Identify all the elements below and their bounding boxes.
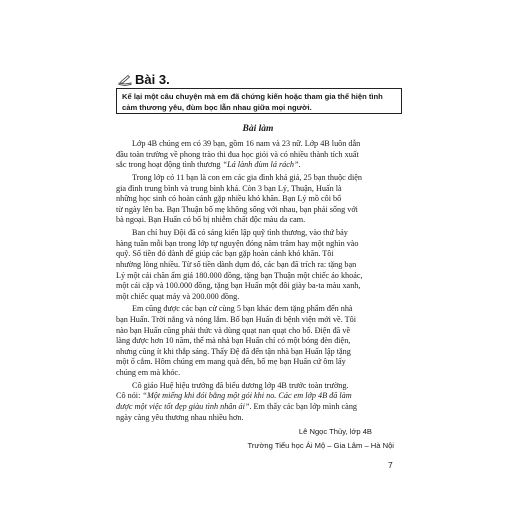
text-line: Cô giáo Huệ hiệu trưởng đã biểu dương lớp 4B trước toàn trường.: [132, 380, 349, 390]
essay-body: [116, 139, 406, 425]
paragraph: [116, 139, 406, 171]
paragraph: [116, 381, 406, 423]
text-line: Lớp 4B chúng em có 39 bạn, gồm 16 nam và 23 nữ. Lớp 4B luôn dẫn: [132, 139, 361, 148]
section-title: Bài làm: [242, 124, 274, 134]
text-line: một cái cặp và 100.000 đồng, tặng bạn Huấn một đôi giày ba-ta màu xanh,: [116, 281, 361, 291]
author-signature: Lê Ngọc Thủy, lớp 4B: [298, 427, 372, 436]
quote-text: được một việc tốt đẹp giàu tình nhân ái”: [116, 402, 250, 411]
text-line: bà ngoại. Bạn Huấn có bố bị nhiễm chất độc màu da cam.: [116, 215, 306, 225]
text-line: từ ngày lên ba. Bạn Thuận bố mẹ không sống với nhau, bạn phải sống với: [116, 204, 358, 214]
paragraph: [116, 173, 406, 226]
text-line: [116, 160, 406, 171]
text-line: gia đình trung bình và trung bình khá. Còn 3 bạn Lý, Thuận, Huấn là: [116, 183, 342, 193]
text-line: [116, 391, 406, 402]
text-fragment: Cô nói:: [116, 391, 143, 401]
text-line: nhường lòng nhiều. Từ số tiền dành dụm đó, các bạn đã trích ra: tặng bạn: [116, 259, 357, 269]
page-number: 7: [388, 460, 393, 470]
text-line: một chiếc quạt máy và 200.000 đồng.: [116, 291, 240, 301]
quote-text: “Một miếng khi đói bằng một gói khi no. Các em lớp 4B đã làm: [142, 391, 352, 401]
text-line: làng được hơn 10 năm, thế mà nhà bạn Huấn chỉ có một bóng đèn điện,: [116, 336, 351, 346]
quote-text: “Lá lành đùm lá rách”: [222, 160, 299, 170]
text-line: nào bạn Huấn cũng phải thức và dùng quạt nan quạt cho bố. Điện đã về: [116, 325, 351, 335]
text-line: chúng em mà khóc.: [116, 368, 181, 378]
text-line: Em cũng được các bạn cử cùng 5 bạn khác đem tặng phẩm đến nhà: [132, 304, 353, 314]
text-line: nhưng cũng ít khi thắp sáng. Thấy Đệ đã đến tận nhà bạn Huấn lập tặng: [116, 346, 351, 356]
lesson-title: Bài 3.: [135, 72, 170, 87]
task-line: cảm thương yêu, đùm bọc lẫn nhau giữa mọi người.: [122, 103, 312, 112]
text-line: ngày càng yêu thương nhau nhiều hơn.: [116, 412, 244, 422]
text-line: Trong lớp có 11 bạn là con em các gia đình khá giả, 25 bạn thuộc diện: [132, 172, 362, 182]
text-line: đầu toàn trường về phong trào thi đua học giỏi và có nhiều thành tích xuất: [116, 149, 359, 159]
text-line: bạn Huấn. Trời nắng và nóng lắm. Bố bạn Huấn đi bệnh viện mới về. Tôi: [116, 315, 357, 325]
text-line: Ban chỉ huy Đội đã có sáng kiến lập quỹ tình thương, vào thứ bảy: [132, 228, 348, 238]
task-prompt-box: [116, 88, 402, 114]
text-line: những học sinh có hoàn cảnh gặp nhiều khó khăn. Bạn Lý mồ côi bố: [116, 194, 342, 204]
task-line: Kể lại một câu chuyện mà em đã chứng kiến hoặc tham gia thể hiện tình: [122, 92, 383, 101]
text-line: một ổ cắm. Hôm chúng em mang quà đến, bố mẹ bạn Huấn cứ ôm lấy: [116, 357, 346, 367]
text-fragment: . Em thấy các bạn lớp mình càng: [249, 402, 358, 411]
text-line: [116, 402, 406, 413]
text-line: hàng tuần mỗi bạn trong lớp tự nguyện đóng năm trăm hay một nghìn vào: [116, 238, 359, 248]
lesson-heading: [118, 72, 170, 87]
text-fragment: sắc trong hoạt động tình thương: [116, 160, 221, 170]
text-fragment: .: [298, 160, 301, 170]
paragraph: [116, 304, 406, 378]
text-line: quỹ. Số tiền đó dành để giúp các bạn gặp hoàn cảnh khó khăn. Tôi: [116, 249, 334, 259]
pencil-book-icon: [118, 74, 132, 86]
paragraph: [116, 228, 406, 302]
school-signature: Trường Tiểu học Ái Mộ – Gia Lâm – Hà Nội: [247, 441, 394, 450]
text-line: Lý một cái chăn ấm giá 180.000 đồng, tặng bạn Thuận một chiếc áo khoác,: [116, 270, 363, 280]
